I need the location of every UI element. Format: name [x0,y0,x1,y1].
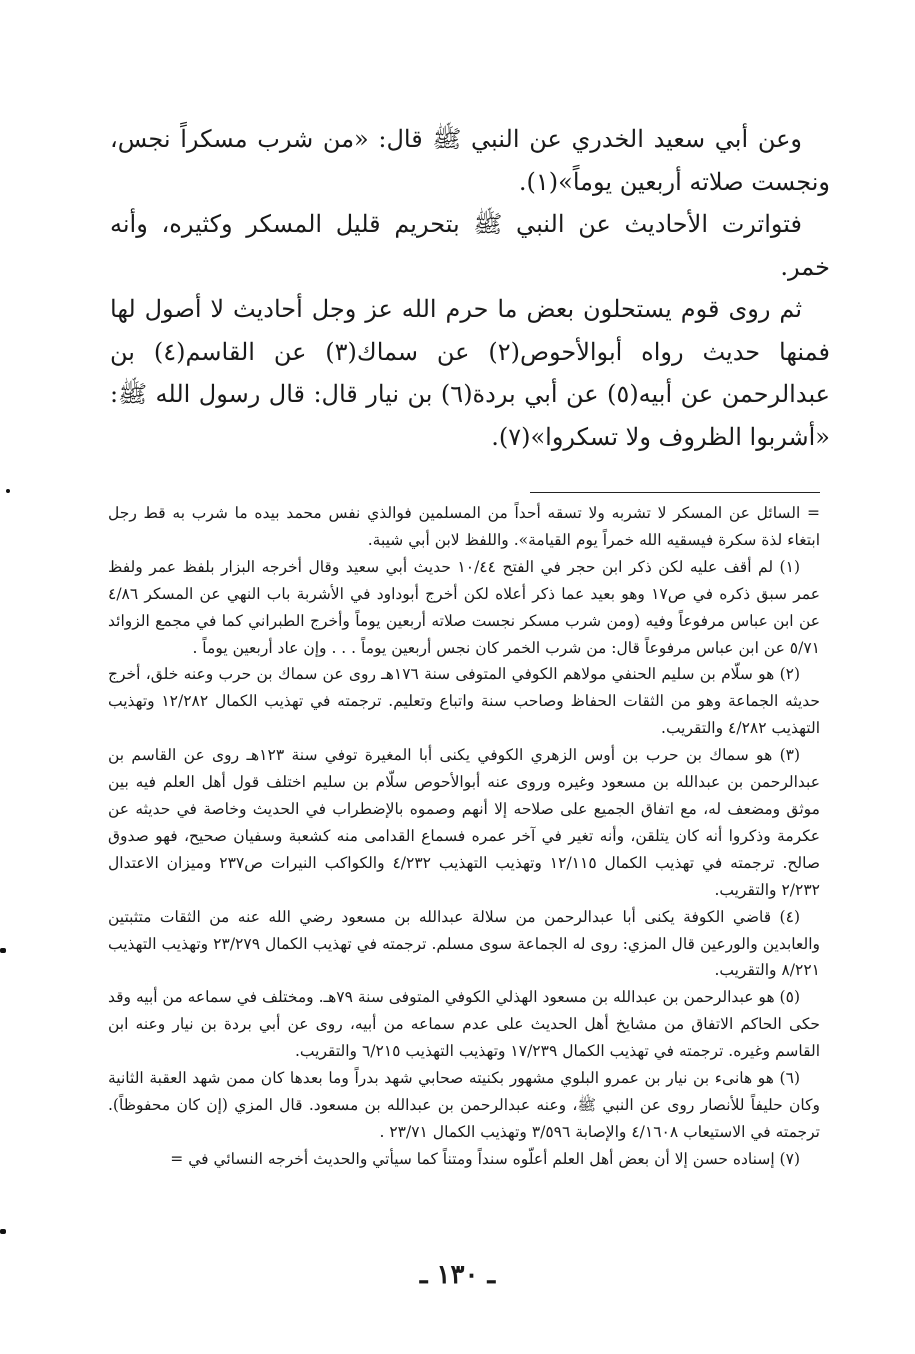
footnote-3: (٣) هو سماك بن حرب بن أوس الزهري الكوفي يكنى أبا المغيرة توفي سنة ١٢٣هـ روى عن القاسم بن عبدالرحمن بن عبدالله بن مسعود وغيره وروى عنه أبوالأحوص سلّام بن سليم اختلف قول أهل العلم فيه بين موثق ومضعف له، مع اتفاق الجميع على صلاحه إلا أنهم وصموه بالإضطراب في الحديث وخاصة في حديثه عن عكرمة وذكروا أنه كان يتلقن، وأنه تغير في آخر عمره فسماع القدامى منه كشعبة وسفيان صحيح، فهو صدوق صالح. ترجمته في تهذيب الكمال ١٢/١١٥ وتهذيب التهذيب ٤/٢٣٢ والكواكب النيرات ص٢٣٧ وميزان الاعتدال ٢/٢٣٢ والتقريب. [108,746,821,899]
margin-mark-middle [0,948,6,953]
footnote-continuation: = السائل عن المسكر لا تشربه ولا تسقه أحداً من المسلمين فوالذي نفس محمد بيده ما شرب به قط رجل ابتغاء لذة سكرة فيسقيه الله خمراً يوم القيامة». واللفظ لابن أبي شيبة. [108,504,820,549]
footnotes-section [108,500,820,1173]
footnote-5: (٥) هو عبدالرحمن بن عبدالله بن مسعود الهذلي الكوفي المتوفى سنة ٧٩هـ. ومختلف في سماعه من أبيه وقد حكى الحاكم الاتفاق من مشايخ أهل الحديث على عدم سماعه من أبيه، روى عن أبي بردة بن نيار وعنه ابن القاسم وغيره. ترجمته في تهذيب الكمال ١٧/٢٣٩ وتهذيب التهذيب ٦/٢١٥ والتقريب. [108,988,820,1061]
footnote-4: (٤) قاضي الكوفة يكنى أبا عبدالرحمن من سلالة عبدالله بن مسعود رضي الله عنه من الثقات متثبتين والعابدين والورعين قال المزي: روى له الجماعة سوى مسلم. ترجمته في تهذيب الكمال ٢٣/٢٧٩ وتهذيب التهذيب ٨/٢٢١ والتقريب. [108,907,820,980]
main-paragraph-2: فتواترت الأحاديث عن النبي ﷺ بتحريم قليل المسكر وكثيره، وأنه خمر. [110,210,830,281]
footnote-6: (٦) هو هانىء بن نيار بن عمرو البلوي مشهور بكنيته صحابي شهد بدراً وما بعدها كان ممن شهد العقبة الثانية وكان حليفاً للأنصار روى عن النبي ﷺ، وعنه عبدالرحمن بن عبدالله بن مسعود. قال المزي (إن كان محفوظاً). ترجمته في الاستيعاب ٤/١٦٠٨ والإصابة ٣/٥٩٦ وتهذيب الكمال ٢٣/٧١ . [108,1069,820,1141]
footnote-7: (٧) إسناده حسن إلا أن بعض أهل العلم أعلّوه سنداً ومتناً كما سيأتي والحديث أخرجه النسائي في = [170,1149,800,1168]
footnote-divider [530,492,820,493]
footnote-2: (٢) هو سلّام بن سليم الحنفي مولاهم الكوفي المتوفى سنة ١٧٦هـ روى عن سماك بن حرب وعنه خلق، أخرج حديثه الجماعة وهو من الثقات الحفاظ وصاحب سنة واتباع وتعليم. ترجمته في تهذيب الكمال ١٢/٢٨٢ وتهذيب التهذيب ٤/٢٨٢ والتقريب. [108,665,820,738]
footnote-1: (١) لم أقف عليه لكن ذكر ابن حجر في الفتح ١٠/٤٤ حديث أبي سعيد وقال أخرجه البزار بلفظ عمر ولفظ عمر سبق ذكره في ص١٧ وهو بعيد عما ذكر أعلاه لكن أخرج أبوداود في الأشربة باب النهي عن المسكر ٤/٨٦ عن ابن عباس مرفوعاً وفيه (ومن شرب مسكر نجست صلاته أربعين يوماً وأخرج الطبراني كما في مجمع الزوائد ٥/٧١ عن ابن عباس مرفوعاً قال: من شرب الخمر كان نجس أربعين يوماً . . . وإن عاد أربعين يوماً . [108,557,820,657]
main-body-text [110,118,830,458]
margin-mark-bottom [0,1229,6,1234]
main-paragraph-1: وعن أبي سعيد الخدري عن النبي ﷺ قال: «من شرب مسكراً نجس، ونجست صلاته أربعين يوماً»(١). [110,125,830,196]
page-number: ـ ١٣٠ ـ [419,1260,496,1290]
main-paragraph-3: ثم روى قوم يستحلون بعض ما حرم الله عز وجل أحاديث لا أصول لها فمنها حديث رواه أبوالأحوص(٢) عن سماك(٣) عن القاسم(٤) بن عبدالرحمن عن أبيه(٥) عن أبي بردة(٦) بن نيار قال: قال رسول الله ﷺ: «أشربوا الظروف ولا تسكروا»(٧). [110,295,831,451]
margin-mark-top [6,489,10,493]
